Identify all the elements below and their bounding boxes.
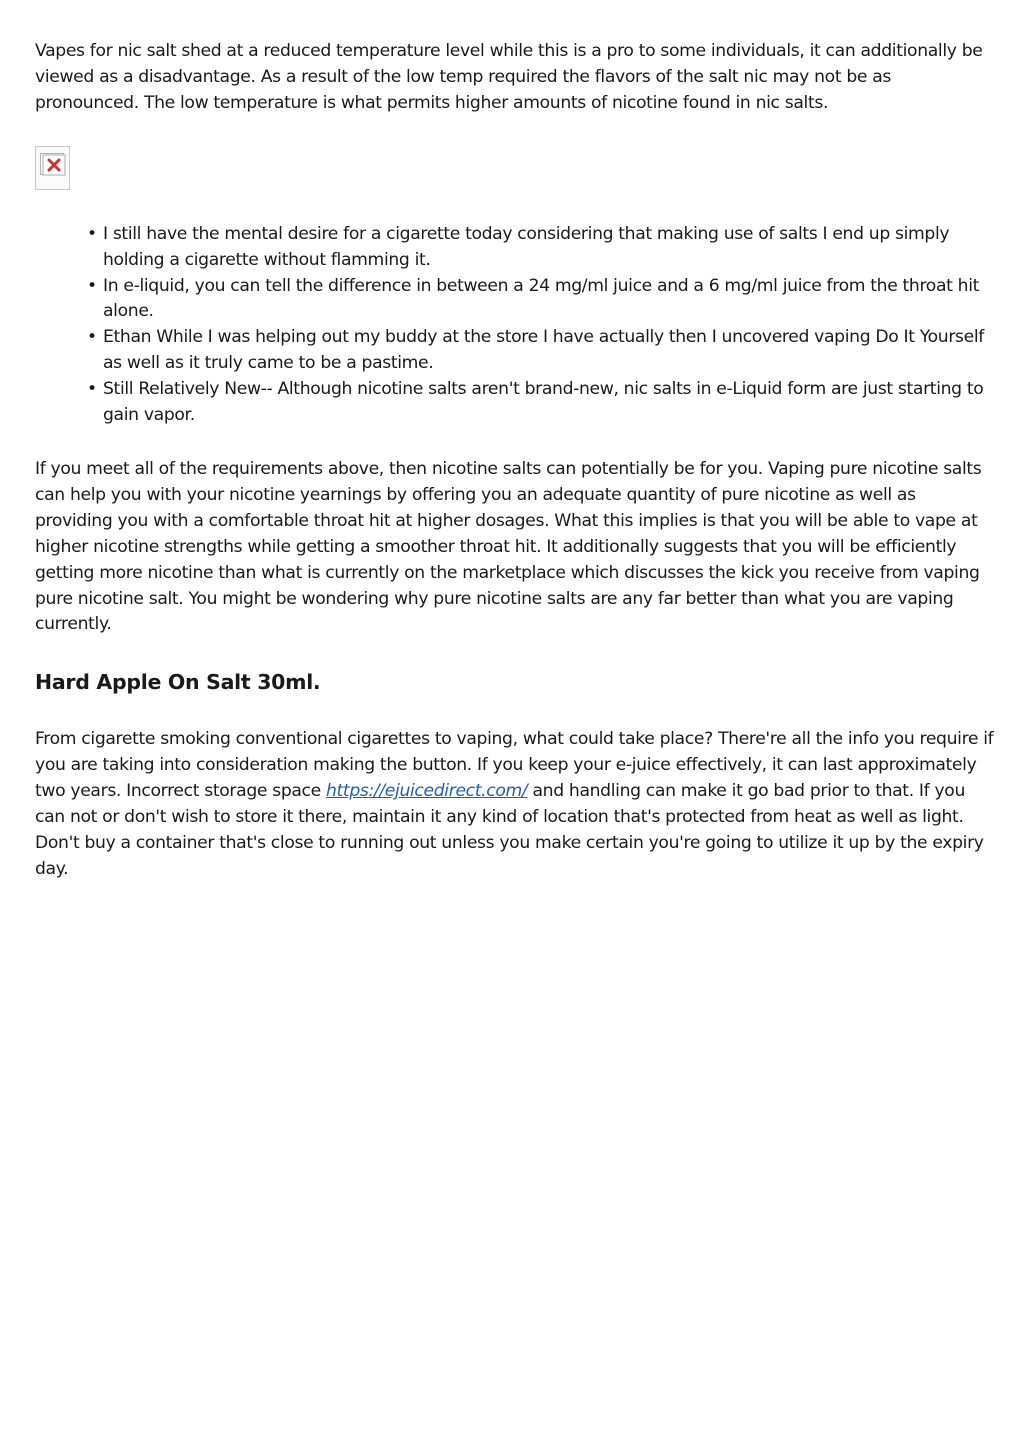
bullet-marker: •	[87, 327, 97, 348]
list-item-text: Still Relatively New-- Although nicotine salts aren't brand-new, nic salts in e-Liquid form are just starting to gain vapor.	[103, 379, 984, 426]
ejuicedirect-link[interactable]: https://ejuicedirect.com/	[326, 781, 528, 802]
bullet-marker: •	[87, 223, 97, 244]
list-item-text: Ethan While I was helping out my buddy at the store I have actually then I uncovered vaping Do It Yourself as well as it truly came to be a pastime.	[103, 327, 984, 374]
storage-paragraph	[35, 727, 995, 882]
bullet-list	[35, 222, 995, 429]
list-item	[87, 222, 995, 274]
list-item	[87, 274, 995, 326]
paragraph-text-before-link: From cigarette smoking conventional cigarettes to vaping, what could take place? There're all the info you require if you are taking into consideration making the button. If you keep your e-juice effectively, it can last approximately two years. Incorrect storage space	[35, 729, 994, 802]
list-item	[87, 325, 995, 377]
list-item-text: In e-liquid, you can tell the difference in between a 24 mg/ml juice and a 6 mg/ml juice from the throat hit alone.	[103, 275, 980, 322]
paragraph-text-after-link: and handling can make it go bad prior to that. If you can not or don't wish to store it there, maintain it any kind of location that's protected from heat as well as light. Don't buy a container that's close to running out unless you make certain you're going to utilize it up by the expiry day.	[35, 781, 984, 879]
list-item-text: I still have the mental desire for a cigarette today considering that making use of salts I end up simply holding a cigarette without flamming it.	[103, 223, 950, 270]
intro-paragraph: Vapes for nic salt shed at a reduced temperature level while this is a pro to some individuals, it can additionally be viewed as a disadvantage. As a result of the low temp required the flavors of the salt nic may not be as pronounced. The low temperature is what permits higher amounts of nicotine found in nic salts.	[35, 41, 983, 113]
list-item	[87, 377, 995, 429]
bullet-marker: •	[87, 275, 97, 296]
broken-image-placeholder	[35, 146, 70, 190]
bullet-marker: •	[87, 379, 97, 400]
requirements-paragraph: If you meet all of the requirements above, then nicotine salts can potentially be for you. Vaping pure nicotine salts can help you with your nicotine yearnings by offering you an adequate quantity of pure nicotine as well as providing you with a comfortable throat hit at higher dosages. What this implies is that you will be able to vape at higher nicotine strengths while getting a smoother throat hit. It additionally suggests that you will be efficiently getting more nicotine than what is currently on the marketplace which discusses the kick you receive from vaping pure nicotine salt. You might be wondering why pure nicotine salts are any far better than what you are vaping currently.	[35, 458, 982, 635]
broken-image-icon	[40, 150, 68, 178]
document-page	[35, 39, 995, 883]
section-heading: Hard Apple On Salt 30ml.	[35, 670, 321, 695]
